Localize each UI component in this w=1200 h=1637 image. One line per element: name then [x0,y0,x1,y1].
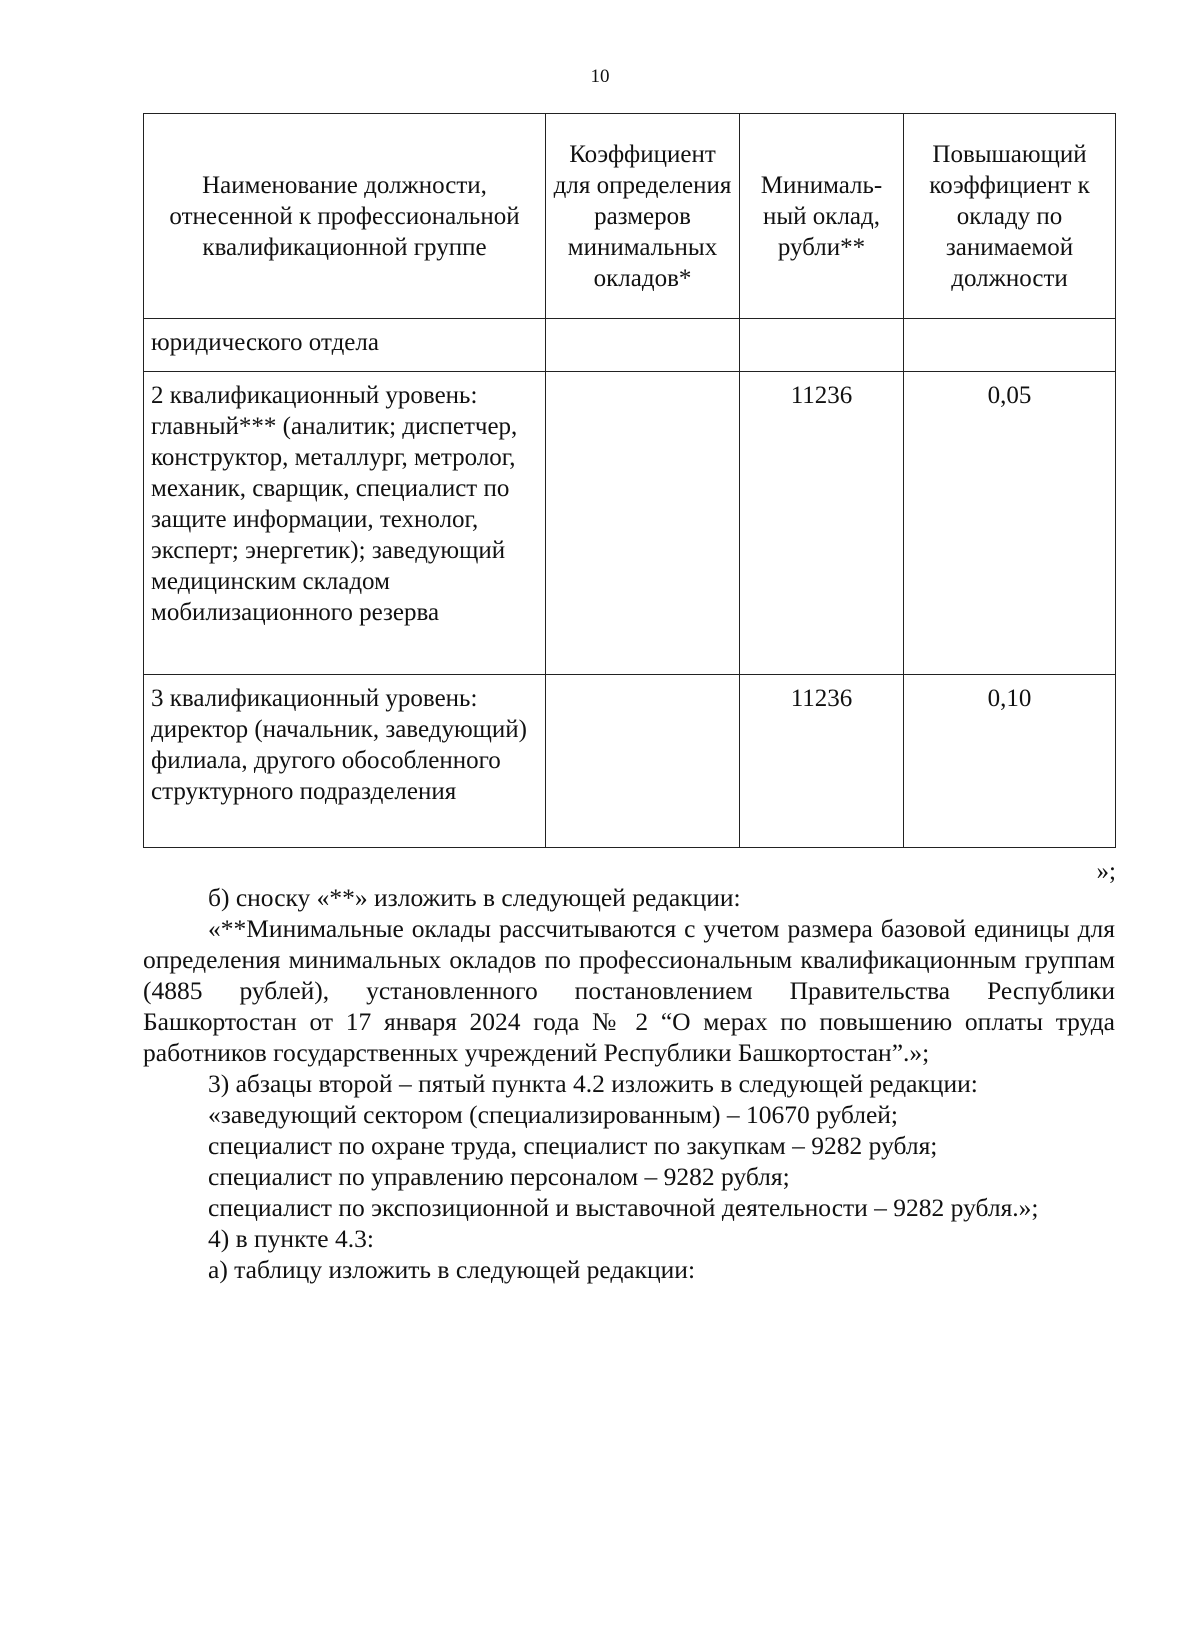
cell-min-salary: 11236 [740,675,904,848]
paragraph: специалист по управлению персоналом – 9282 рубля; [208,1162,790,1191]
paragraph: «заведующий сектором (специализированным) – 10670 рублей; [208,1100,899,1129]
cell-position-name: 3 квалификационный уровень: директор (начальник, заведующий) филиала, другого обособленного структурного подразделения [144,675,546,848]
page-number: 10 [590,66,610,87]
paragraph: специалист по охране труда, специалист по закупкам – 9282 рубля; [208,1131,938,1160]
cell-coefficient [546,675,740,848]
cell-min-salary: 11236 [740,372,904,675]
salary-table [143,113,1116,848]
header-min-salary: Минималь-ный оклад, рубли** [740,114,904,319]
cell-raise-coefficient [904,319,1116,372]
cell-position-name: юридического отдела [144,319,546,372]
paragraph: специалист по экспозиционной и выставочной деятельности – 9282 рубля.»; [208,1193,1039,1222]
cell-coefficient [546,372,740,675]
cell-min-salary [740,319,904,372]
header-coefficient: Коэффициент для определения размеров минимальных окладов* [546,114,740,319]
cell-raise-coefficient: 0,10 [904,675,1116,848]
paragraph: 4) в пункте 4.3: [208,1224,374,1253]
paragraph: б) сноску «**» изложить в следующей редакции: [208,883,741,912]
paragraph: 3) абзацы второй – пятый пункта 4.2 изложить в следующей редакции: [208,1069,978,1098]
cell-position-name: 2 квалификационный уровень: главный*** (аналитик; диспетчер, конструктор, металлург, метролог, механик, сварщик, специалист по защите информации, технолог, эксперт; энергетик); заведующий медицинским складом мобилизационного резерва [144,372,546,675]
paragraph: «**Минимальные оклады рассчитываются с учетом размера базовой единицы для определения минимальных окладов по профессиональным квалификационным группам (4885 рублей), установленного постановлением Правительства Республики Башкортостан от 17 января 2024 года № 2 “О мерах по повышению оплаты труда работников государственных учреждений Республики Башкортостан”.»; [143,914,1115,1067]
document-body [143,882,1115,1285]
closing-quote-mark: »; [1096,858,1116,885]
cell-raise-coefficient: 0,05 [904,372,1116,675]
header-position-name: Наименование должности, отнесенной к профессиональной квалификационной группе [144,114,546,319]
header-raise-coefficient: Повышающий коэффициент к окладу по занимаемой должности [904,114,1116,319]
paragraph: а) таблицу изложить в следующей редакции: [208,1255,696,1284]
table-row [144,675,1116,848]
table-row [144,372,1116,675]
table-header-row [144,114,1116,319]
cell-coefficient [546,319,740,372]
table-row [144,319,1116,372]
